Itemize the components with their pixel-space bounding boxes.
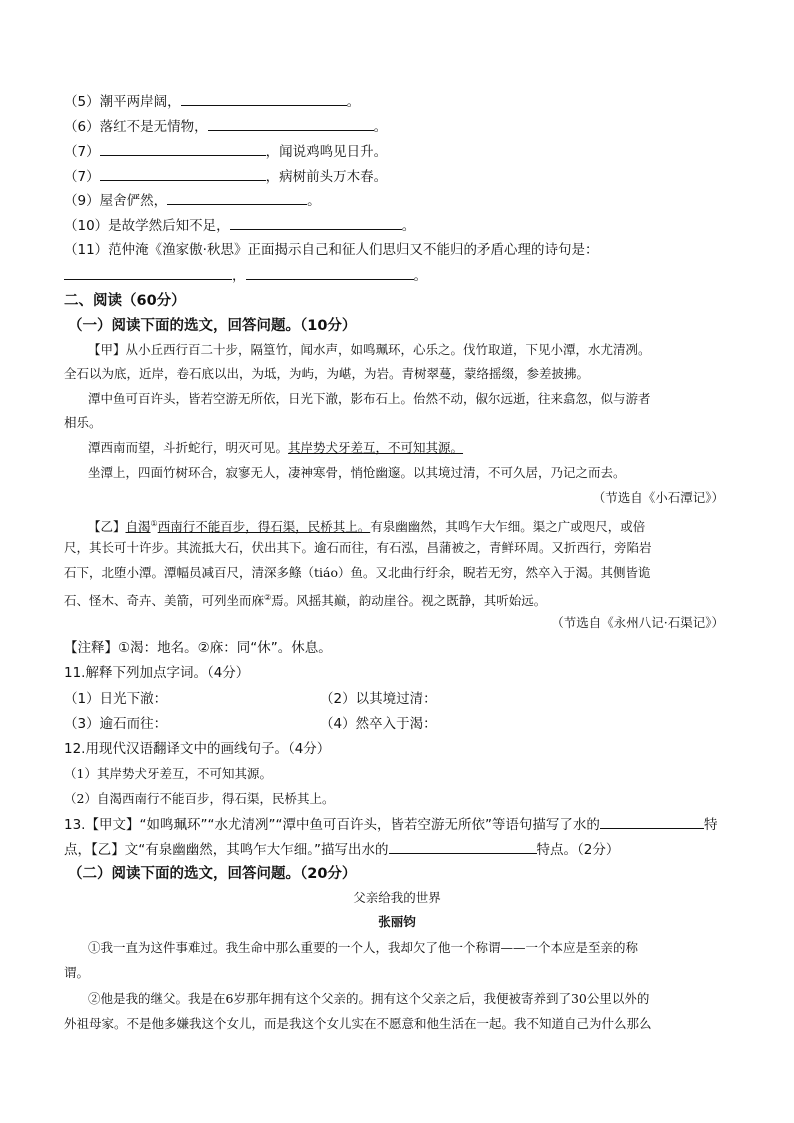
fill-text: 。 xyxy=(413,268,427,284)
fill-8 xyxy=(64,166,387,187)
article-line: 外祖母家。不是他多嫌我这个女儿，而是我这个女儿实在不愿意和他生活在一起。我不知道自己为什么那么 xyxy=(64,1016,652,1031)
fill-10 xyxy=(64,215,415,236)
footnote-mark: ② xyxy=(264,593,272,602)
sub-question: （2）以其境过清： xyxy=(320,691,437,707)
answer-blank[interactable] xyxy=(100,141,266,156)
answer-blank[interactable] xyxy=(100,166,266,181)
passage-line: 潭中鱼可百许头，皆若空游无所依，日光下澈，影布石上。佁然不动，俶尔远逝，往来翕忽，似与游者 xyxy=(88,391,651,406)
article-line: ①我一直为这件事难过。我生命中那么重要的一个人，我却欠了他一个称谓——一个本应是至亲的称 xyxy=(88,940,639,955)
passage-line: 石下，北堕小潭。潭幅员减百尺，清深多鲦（tiáo）鱼。又北曲行纡余，睨若无穷，然卒入于渴。其侧皆诡 xyxy=(64,565,651,580)
part-heading: （二）阅读下面的选文，回答问题。（20分） xyxy=(68,866,357,882)
passage-source: （节选自《永州八记·石渠记》） xyxy=(551,615,724,630)
question-line xyxy=(64,839,619,860)
passage-text: 焉。风摇其巅，韵动崖谷。视之既静，其听始远。 xyxy=(271,593,547,609)
annotation: 【注释】①渴：地名。②庥：同“休”。休息。 xyxy=(64,640,332,656)
footnote-mark: ① xyxy=(150,519,158,528)
question-text: 点，【乙】文“有泉幽幽然，其鸣乍大乍细。”描写出水的 xyxy=(64,842,389,858)
answer-blank[interactable] xyxy=(600,814,704,829)
question-title: 12.用现代汉语翻译文中的画线句子。（4分） xyxy=(64,741,331,757)
sub-question: （4）然卒入于渴： xyxy=(320,716,437,732)
fill-6 xyxy=(64,116,387,137)
fill-text: 。 xyxy=(346,94,361,110)
fill-text: 。 xyxy=(373,119,388,135)
fill-11 xyxy=(64,240,598,260)
sub-question: （1）其岸势犬牙差互，不可知其源。 xyxy=(64,766,272,781)
passage-text: 潭西南而望，斗折蛇行，明灭可见。 xyxy=(88,440,289,455)
fill-text: （6）落红不是无情物， xyxy=(64,119,208,135)
underlined-sentence: 自渴 xyxy=(125,519,151,535)
question-text: 特点。（2分） xyxy=(536,842,620,858)
part-heading: （一）阅读下面的选文，回答问题。（10分） xyxy=(68,318,357,334)
question-title: 11.解释下列加点字词。（4分） xyxy=(64,665,250,681)
fill-text: 。 xyxy=(307,193,321,209)
sub-question: （1）日光下澈： xyxy=(64,691,168,707)
sub-question: （2）自渴西南行不能百步，得石渠，民桥其上。 xyxy=(64,791,335,806)
fill-text: ， xyxy=(232,268,246,284)
article-title: 父亲给我的世界 xyxy=(353,890,441,905)
article-author: 张丽钧 xyxy=(378,914,416,929)
answer-blank[interactable] xyxy=(64,265,232,280)
passage-line xyxy=(64,588,546,611)
underlined-sentence: 西南行不能百步，得石渠，民桥其上。 xyxy=(157,519,371,535)
article-line: ②他是我的继父。我是在6岁那年拥有这个父亲的。拥有这个父亲之后，我便被寄养到了30公里以外的 xyxy=(88,991,650,1006)
passage-line: 尺，其长可十许步。其流抵大石，伏出其下。逾石而往，有石泓，昌蒲被之，青鲜环周。又折西行，旁陷岩 xyxy=(64,540,652,555)
answer-blank[interactable] xyxy=(181,91,347,106)
fill-text: （7） xyxy=(64,144,100,160)
fill-11-answer xyxy=(64,265,427,286)
passage-line: 全石以为底，近岸，卷石底以出，为坻，为屿，为嵁，为岩。青树翠蔓，蒙络摇缀，参差披拂。 xyxy=(64,366,590,381)
fill-text: （11）范仲淹《渔家傲·秋思》正面揭示自己和征人们思归又不能归的矛盾心理的诗句是： xyxy=(64,242,599,258)
passage-text: 有泉幽幽然，其鸣乍大乍细。渠之广或咫尺，或倍 xyxy=(370,519,646,535)
passage-line: 【甲】从小丘西行百二十步，隔篁竹，闻水声，如鸣珮环，心乐之。伐竹取道，下见小潭，水尤清冽。 xyxy=(88,342,651,357)
fill-text: 。 xyxy=(401,218,416,234)
fill-text: （10）是故学然后知不足， xyxy=(64,218,230,234)
fill-text: ，病树前头万木春。 xyxy=(265,169,388,185)
question-line xyxy=(64,814,717,835)
sub-question: （3）逾石而往： xyxy=(64,716,168,732)
question-text: 特 xyxy=(703,817,718,833)
answer-blank[interactable] xyxy=(167,190,307,205)
fill-text: （7） xyxy=(64,169,100,185)
passage-line: 坐潭上，四面竹树环合，寂寥无人，凄神寒骨，悄怆幽邃。以其境过清，不可久居，乃记之而去。 xyxy=(88,465,626,480)
passage-source: （节选自《小石潭记》） xyxy=(592,490,724,505)
underlined-sentence: 其岸势犬牙差互，不可知其源。 xyxy=(288,440,464,455)
fill-text: ，闻说鸡鸣见日升。 xyxy=(265,144,388,160)
fill-7 xyxy=(64,141,387,162)
fill-9 xyxy=(64,190,321,211)
passage-line xyxy=(88,514,645,537)
passage-tag: 【乙】 xyxy=(88,519,126,535)
article-line: 谓。 xyxy=(64,965,90,980)
fill-text: （9）屋舍俨然， xyxy=(64,193,168,209)
answer-blank[interactable] xyxy=(246,265,414,280)
answer-blank[interactable] xyxy=(208,116,374,131)
passage-text: 石、怪木、奇卉、美箭，可列坐而庥 xyxy=(64,593,265,609)
answer-blank[interactable] xyxy=(389,839,537,854)
question-text: 13.【甲文】“如鸣珮环”“水尤清冽”“潭中鱼可百许头，皆若空游无所依”等语句描写了水的 xyxy=(64,817,600,833)
answer-blank[interactable] xyxy=(230,215,402,230)
fill-5 xyxy=(64,91,360,112)
section-heading: 二、阅读（60分） xyxy=(64,293,186,309)
passage-line: 相乐。 xyxy=(64,415,102,430)
fill-text: （5）潮平两岸阔， xyxy=(64,94,181,110)
passage-line xyxy=(88,438,463,458)
